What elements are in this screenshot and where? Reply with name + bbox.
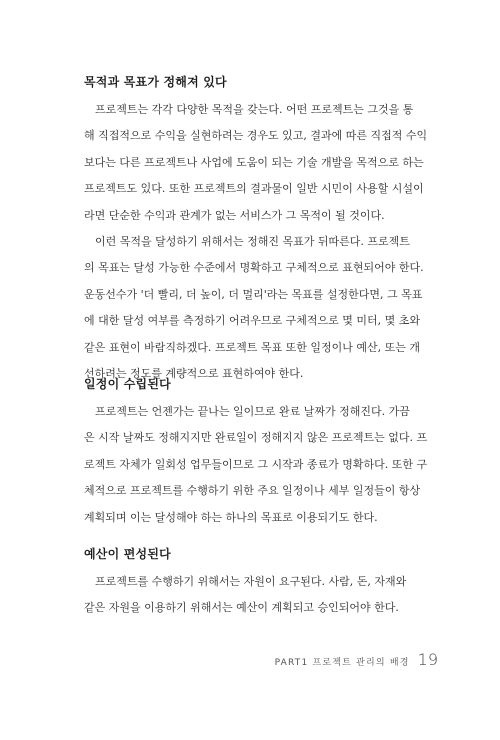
paragraph (84, 97, 436, 229)
text-line: 로젝트 자체가 일회성 업무들이므로 그 시작과 종료가 명확하다. 또한 구 (84, 457, 428, 471)
section-budget (84, 546, 436, 622)
text-line: 이런 목적을 달성하기 위해서는 정해진 목표가 뒤따른다. 프로젝트 (95, 235, 410, 249)
section-heading: 예산이 편성된다 (84, 547, 171, 561)
section-schedule (84, 376, 436, 531)
text-line: 같은 자원을 이용하기 위해서는 예산이 계획되고 승인되어야 한다. (84, 601, 399, 615)
text-line: 의 목표는 달성 가능한 수준에서 명확하고 구체적으로 표현되어야 한다. (84, 261, 424, 275)
text-line: 프로젝트는 각각 다양한 목적을 갖는다. 어떤 프로젝트는 그것을 통 (95, 103, 414, 116)
text-line: 체적으로 프로젝트를 수행하기 위한 주요 일정이나 세부 일정들이 항상 (84, 484, 421, 498)
text-line: 에 대한 달성 여부를 측정하기 어려우므로 구체적으로 몇 미터, 몇 초와 (84, 314, 420, 328)
text-line: 프로젝트를 수행하기 위해서는 자원이 요구된다. 사람, 돈, 자재와 (95, 575, 407, 588)
page-number: 19 (417, 650, 438, 669)
text-line: 프로젝트는 언젠가는 끝나는 일이므로 완료 날짜가 정해진다. 가끔 (95, 405, 410, 418)
page-footer (275, 650, 438, 669)
text-line: 라면 단순한 수익과 관계가 없는 서비스가 그 목적이 될 것이다. (84, 208, 385, 222)
text-line: 같은 표현이 바람직하겠다. 프로젝트 목표 또한 일정이나 예산, 또는 개 (84, 340, 420, 354)
text-line: 보다는 다른 프로젝트나 사업에 도움이 되는 기술 개발을 목적으로 하는 (84, 155, 424, 169)
text-line: 해 직접적으로 수익을 실현하려는 경우도 있고, 결과에 따른 직접적 수익 (84, 129, 428, 143)
text-line: 계획되며 이는 달성해야 하는 하나의 목표로 이용되기도 한다. (84, 510, 378, 524)
running-footer-label: PART1 프로젝트 관리의 배경 (274, 658, 410, 668)
section-goals (84, 74, 436, 387)
paragraph (84, 399, 436, 531)
text-line: 선하려는 정도를 계량적으로 표현하여야 한다. (84, 367, 304, 381)
text-line: 프로젝트도 있다. 또한 프로젝트의 결과물이 일반 시민이 사용할 시설이 (84, 182, 424, 196)
section-heading: 목적과 목표가 정해져 있다 (84, 75, 227, 89)
paragraph (84, 229, 436, 387)
paragraph (84, 569, 436, 622)
text-line: 운동선수가 '더 빨리, 더 높이, 더 멀리'라는 목표를 설정한다면, 그 목표 (84, 287, 423, 301)
text-line: 은 시작 날짜도 정해지지만 완료일이 정해지지 않은 프로젝트는 없다. 프 (84, 431, 428, 445)
section-heading: 일정이 수립된다 (84, 377, 171, 391)
